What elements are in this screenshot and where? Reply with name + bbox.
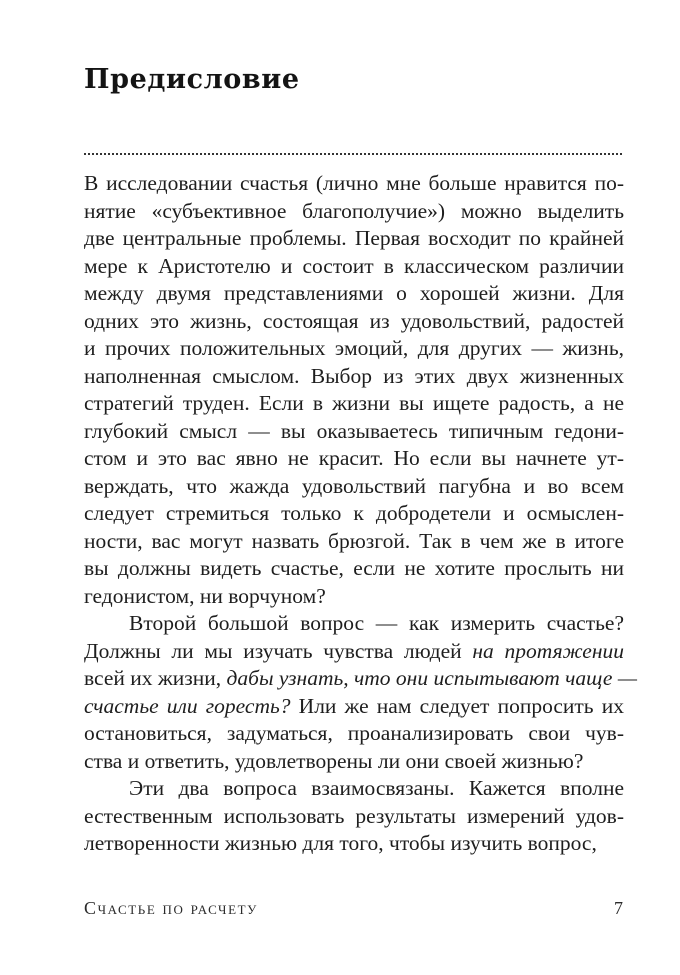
text-line: [84, 748, 624, 776]
italic-run: на протяжении: [472, 638, 624, 663]
text-line: [84, 693, 624, 721]
text-line: [84, 500, 624, 528]
text-run: Или же нам следует попросить их: [290, 693, 624, 718]
text-line: [84, 665, 637, 693]
text-run: глубокий смысл — вы оказываетесь типичным гедони-: [84, 418, 624, 443]
dotted-divider: [84, 153, 622, 155]
text-run: вы должны видеть счастье, если не хотите прослыть ни: [84, 556, 624, 580]
text-run: летворенности жизнью для того, чтобы изучить вопрос,: [84, 831, 597, 855]
text-run: стом и это вас явно не красит. Но если вы начнете ут-: [84, 446, 624, 470]
text-run: наполненная смыслом. Выбор из этих двух жизненных: [84, 363, 624, 388]
text-run: между двумя представлениями о хорошей жизни. Для: [84, 281, 624, 305]
text-run: естественным использовать результаты измерений удов-: [84, 803, 624, 828]
text-run: Эти два вопроса взаимосвязаны. Кажется вполне: [129, 776, 624, 800]
text-line: [84, 390, 624, 418]
paragraph: [84, 170, 624, 610]
text-run: В исследовании счастья (лично мне больше нравится по-: [84, 171, 624, 195]
chapter-heading: Предисловие: [84, 64, 300, 95]
text-line: [84, 473, 624, 501]
text-run: одних это жизнь, состоящая из удовольствий, радостей: [84, 308, 624, 333]
text-line: [84, 253, 624, 281]
text-line: [84, 803, 624, 831]
text-run: нятие «субъективное благополучие») можно выделить: [84, 198, 624, 223]
text-line: [84, 308, 624, 336]
text-run: всей их жизни,: [84, 666, 227, 690]
text-line: [84, 363, 624, 391]
paragraph: [84, 610, 637, 775]
text-run: Должны ли мы изучать чувства людей: [84, 638, 473, 663]
running-title: Счастье по расчету: [84, 898, 258, 918]
text-run: мере к Аристотелю и состоит в классическом различии: [84, 253, 624, 278]
text-line: [84, 720, 624, 748]
text-run: следует стремиться только к добродетели и осмыслен-: [84, 501, 624, 525]
text-line: [84, 225, 624, 253]
text-run: и прочих положительных эмоций, для других — жизнь,: [84, 336, 624, 360]
text-run: ства и ответить, удовлетворены ли они своей жизнью?: [84, 748, 584, 773]
text-line: [84, 198, 624, 226]
text-run: две центральные проблемы. Первая восходит по крайней: [84, 226, 624, 250]
text-line: [84, 528, 624, 556]
text-line: [84, 583, 624, 611]
text-line: [84, 555, 624, 583]
text-run: ности, вас могут назвать брюзгой. Так в чем же в итоге: [84, 528, 624, 553]
text-run: гедонистом, ни ворчуном?: [84, 583, 326, 608]
text-run: Второй большой вопрос — как измерить счастье?: [129, 611, 624, 635]
text-line: [84, 775, 624, 803]
text-line: [84, 445, 624, 473]
italic-run: дабы узнать, что они испытывают чаще —: [226, 666, 637, 690]
page-number: 7: [614, 898, 623, 918]
text-line: [84, 170, 624, 198]
text-line: [84, 335, 624, 363]
paragraph: [84, 775, 624, 858]
text-run: верждать, что жажда удовольствий пагубна и во всем: [84, 473, 624, 498]
text-line: [84, 610, 624, 638]
text-line: [84, 418, 624, 446]
text-line: [84, 280, 624, 308]
body-text: [84, 170, 637, 858]
text-run: стратегий труден. Если в жизни вы ищете радость, а не: [84, 391, 624, 415]
text-line: [84, 638, 624, 666]
text-line: [84, 830, 624, 858]
italic-run: счастье или горесть?: [84, 693, 291, 718]
text-run: остановиться, задуматься, проанализировать свои чув-: [84, 721, 624, 745]
